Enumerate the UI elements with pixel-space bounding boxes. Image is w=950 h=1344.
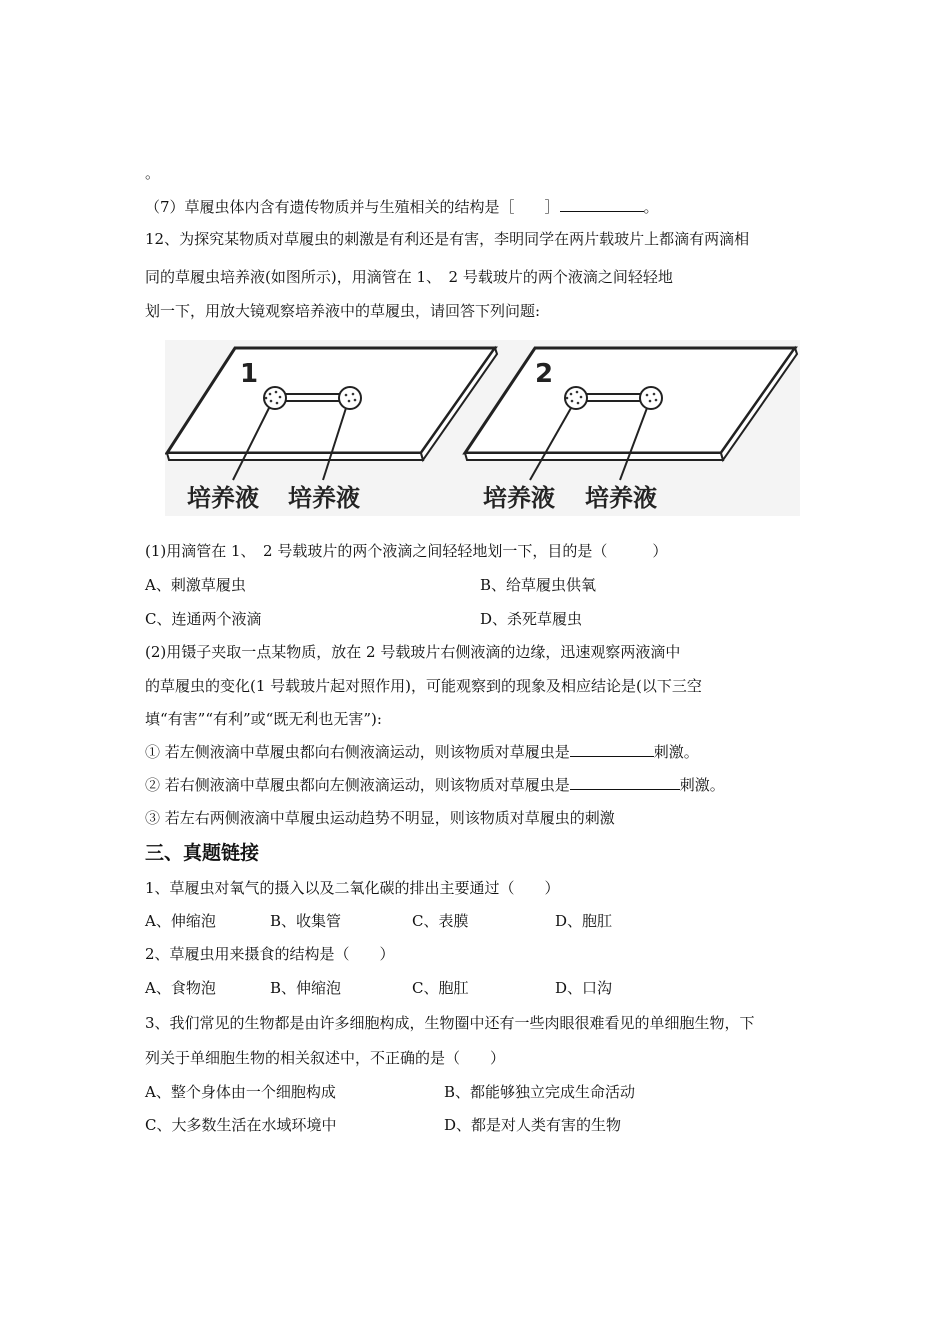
- z3-option-c: C、大多数生活在水域环境中: [145, 1116, 337, 1134]
- sub-question-2-line2: 的草履虫的变化(1 号载玻片起对照作用)，可能观察到的现象及相应结论是(以下三空: [145, 677, 702, 695]
- slide-2-right-label: 培养液: [585, 484, 657, 512]
- slide-1-edge: [167, 453, 423, 460]
- real-question-3-line2: 列关于单细胞生物的相关叙述中，不正确的是（ ）: [145, 1049, 506, 1067]
- question-7: [145, 197, 659, 217]
- z2-option-a: A、食物泡: [145, 979, 216, 997]
- sub2-item-3: ③ 若左右两侧液滴中草履虫运动趋势不明显，则该物质对草履虫的刺激: [145, 809, 615, 827]
- slide-2-right-drop: [640, 387, 662, 409]
- slide-2-edge: [465, 453, 723, 460]
- answer-blank: [570, 775, 680, 790]
- sub2-item-2-text: ② 若右侧液滴中草履虫都向左侧液滴运动，则该物质对草履虫是: [145, 776, 570, 794]
- z1-option-c: C、表膜: [412, 912, 469, 930]
- sub-question-2-line1: (2)用镊子夹取一点某物质，放在 2 号载玻片右侧液滴的边缘，迅速观察两液滴中: [145, 643, 681, 661]
- z3-option-d: D、都是对人类有害的生物: [444, 1116, 622, 1134]
- real-question-3-line1: 3、我们常见的生物都是由许多细胞构成，生物圈中还有一些肉眼很难看见的单细胞生物，下: [145, 1014, 755, 1032]
- sub2-item-1-text: ① 若左侧液滴中草履虫都向右侧液滴运动，则该物质对草履虫是: [145, 743, 570, 761]
- sub-question-1-stem: (1)用滴管在 1、 2 号载玻片的两个液滴之间轻轻地划一下，目的是（ ）: [145, 542, 668, 560]
- slide-1-number: 1: [240, 359, 259, 389]
- sub2-item-1-end: 刺激。: [653, 743, 699, 761]
- z1-option-b: B、收集管: [270, 912, 342, 930]
- answer-blank: [560, 197, 644, 212]
- real-question-2-stem: 2、草履虫用来摄食的结构是（ ）: [145, 945, 395, 963]
- sub2-item-2: [145, 775, 725, 795]
- question-12-line1: 12、为探究某物质对草履虫的刺激是有利还是有害，李明同学在两片载玻片上都滴有两滴相: [145, 230, 750, 248]
- sub-question-2-line3: 填“有害”“有利”或“既无利也无害”):: [145, 710, 382, 728]
- slide-1-right-label: 培养液: [288, 484, 360, 512]
- question-7-text: （7）草履虫体内含有遗传物质并与生殖相关的结构是［ ］: [145, 198, 560, 216]
- slides-diagram: [165, 340, 800, 516]
- question-12-line2: 同的草履虫培养液(如图所示)，用滴管在 1、 2 号载玻片的两个液滴之间轻轻地: [145, 268, 673, 286]
- z2-option-b: B、伸缩泡: [270, 979, 342, 997]
- z2-option-c: C、胞肛: [412, 979, 469, 997]
- question-7-end: 。: [643, 198, 659, 216]
- slide-2-number: 2: [535, 359, 554, 389]
- z3-option-b: B、都能够独立完成生命活动: [444, 1083, 636, 1101]
- sub1-option-b: B、给草履虫供氧: [480, 576, 597, 594]
- question-12-line3: 划一下，用放大镜观察培养液中的草履虫，请回答下列问题:: [145, 302, 541, 320]
- z1-option-a: A、伸缩泡: [145, 912, 216, 930]
- sub1-option-d: D、杀死草履虫: [480, 610, 583, 628]
- sub1-option-c: C、连通两个液滴: [145, 610, 262, 628]
- sub2-item-1: [145, 742, 699, 762]
- slide-2-left-label: 培养液: [483, 484, 555, 512]
- z3-option-a: A、整个身体由一个细胞构成: [145, 1083, 336, 1101]
- slide-1-left-label: 培养液: [187, 484, 259, 512]
- slide-1-right-drop: [339, 387, 361, 409]
- slides-figure: [165, 340, 800, 516]
- sub2-item-2-end: 刺激。: [679, 776, 725, 794]
- answer-blank: [570, 742, 654, 757]
- real-question-1-stem: 1、草履虫对氧气的摄入以及二氧化碳的排出主要通过（ ）: [145, 879, 560, 897]
- z1-option-d: D、胞肛: [555, 912, 613, 930]
- top-mark: 。: [145, 164, 161, 182]
- z2-option-d: D、口沟: [555, 979, 613, 997]
- sub1-option-a: A、刺激草履虫: [145, 576, 246, 594]
- section-3-title: 三、真题链接: [145, 842, 260, 864]
